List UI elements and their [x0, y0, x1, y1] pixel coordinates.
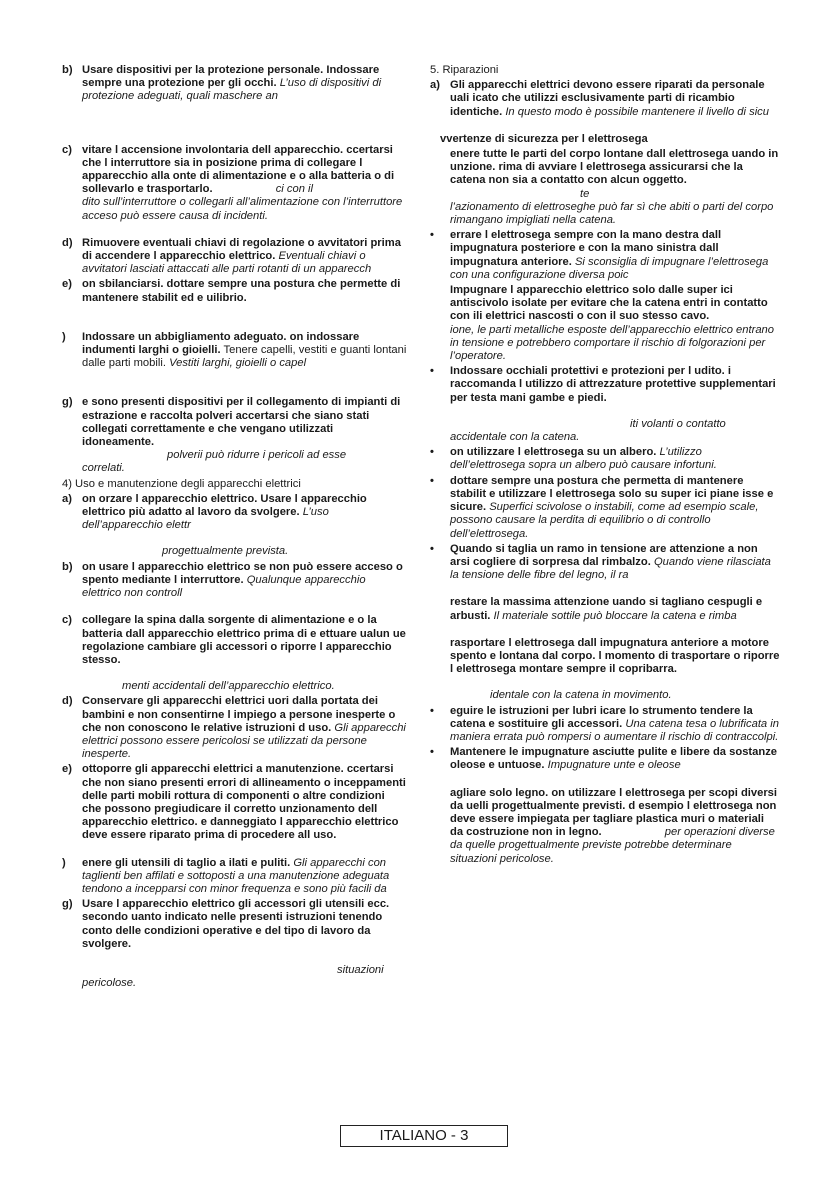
page-footer: ITALIANO - 3 — [340, 1125, 508, 1147]
item-text: agliare solo legno. on utilizzare l elettrosega per scopi diversi da uelli progettualmente previsti. d esempio l elettrosega non deve essere impiegata per tagliare plastica muri o materiali da costruzione non in legno. — [450, 786, 778, 839]
warning-ramo-tensione: • Quando si taglia un ramo in tensione are attenzione a non arsi cogliere di sorpresa dal rimbalzo. Quando viene rilasciata la tensione delle fibre del legno, il ra — [430, 542, 771, 582]
warning-albero: • on utilizzare l elettrosega su un albero. L’utilizzo dell’elettrosega sopra un albero può causare infortuni. — [430, 446, 717, 472]
warning-impugnature-asciutte: • Mantenere le impugnature asciutte pulite e libere da sostanze oleose e untuose. Impugnature unte e oleose — [430, 746, 778, 772]
item-note: per operazioni diverse da quelle progettualmente previste potrebbe determinare situazioni pericolose. — [450, 826, 775, 865]
item-note: L’utilizzo dell’elettrosega sopra un albero può causare infortuni. — [450, 446, 717, 472]
item-text: on sbilanciarsi. dottare sempre una postura che permette di mantenere stabilit ed e uilibrio. — [82, 278, 401, 304]
item-note: Impugnature unte e oleose — [547, 759, 681, 772]
item-text: Impugnare l apparecchio elettrico solo dalle super ici antiscivolo isolate per evitare che la catena entri in contatto con ili elettrici nascosti o con il suo stesso cavo. — [450, 284, 768, 323]
item-note: correlati. — [82, 462, 125, 475]
item-b4-interruttore: b) on usare l apparecchio elettrico se non può essere acceso o spento mediante l interruttore. Qualunque apparecchio elettrico non controll — [62, 560, 403, 600]
item-note: Quando viene rilasciata la tensione delle fibre del legno, il ra — [450, 555, 771, 582]
item-note: In questo modo è possibile mantenere il livello di sicu — [505, 105, 769, 118]
section-5-heading: 5. Riparazioni — [430, 64, 499, 76]
item-text: on orzare l apparecchio elettrico. Usare l apparecchio elettrico più adatto al lavoro da svolgere. — [82, 492, 367, 519]
item-note: polverii può ridurre i pericoli ad esse — [167, 449, 347, 462]
item-text: e sono presenti dispositivi per il collegamento di impianti di estrazione e raccolta polveri accertarsi che siano stati collegati correttamente e che vengano utilizzati idoneamente. — [82, 396, 401, 449]
warning-superfici-isolate — [430, 284, 780, 363]
warning-trasporto — [430, 637, 780, 703]
item-d4-conservare: d) Conservare gli apparecchi elettrici uori dalla portata dei bambini e non consentirne l impiego a persone inesperte o che non conoscono le relative istruzioni d uso. Gli apparecchi elettrici possono essere pericolosi se utilizzati da persone inesperte. — [62, 695, 406, 761]
item-text: enere tutte le parti del corpo lontane dall elettrosega uando in unzione. rima di avviare l elettrosega assicurarsi che la catena non sia a contatto con alcun oggetto. — [450, 148, 779, 187]
item-text: Rimuovere eventuali chiavi di regolazione o avvitatori prima di accendere l apparecchio elettrico. — [82, 236, 401, 263]
warning-postura: • dottare sempre una postura che permetta di mantenere stabilit e utilizzare l elettrosega solo su super ici piane isse e sicure. Superfici scivolose o instabili, come ad esempio scale, possono causare la perdita di equilibrio o di controllo dell’elettrosega. — [430, 474, 774, 540]
warning-cespugli — [430, 596, 780, 622]
item-note: dito sull’interruttore o collegarli all’alimentazione con l’interruttore acceso può essere causa di incidenti. — [82, 196, 403, 222]
item-note: Vestiti larghi, gioielli o capel — [169, 357, 307, 370]
item-text: Mantenere le impugnature asciutte pulite e libere da sostanze oleose e untuose. — [450, 746, 778, 772]
item-note: Gli apparecchi con taglienti ben affilati e sottoposti a una manutenzione adeguata tendono a incepparsi con minor frequenza e sono più facili da — [82, 856, 390, 895]
item-text: Indossare un abbigliamento adeguato. on indossare indumenti larghi o gioielli. — [82, 330, 360, 357]
item-text: errare l elettrosega sempre con la mano destra dall impugnatura posteriore e con la mano sinistra dall impugnatura anteriore. — [450, 229, 722, 268]
item-note: Gli apparecchi elettrici possono essere pericolosi se utilizzati da persone inesperte. — [82, 721, 406, 761]
item-note: ione, le parti metalliche esposte dell’apparecchio elettrico entrano in tensione e potrebbero comportare il rischio di folgorazioni per l’operatore. — [450, 323, 775, 363]
item-d-chiavi: d) Rimuovere eventuali chiavi di regolazione o avvitatori prima di accendere l apparecchio elettrico. Eventuali chiavi o avvitatori lasciati attaccati alle parti rotanti di un apparecch — [62, 236, 401, 276]
item-c4-scollegare: c) collegare la spina dalla sorgente di alimentazione e o la batteria dall apparecchio elettrico prima di e ettuare ualun ue regolazione cambiare gli accessori o riporre l apparecchio stesso. menti accidentali dell’apparecchio elettrico. — [62, 614, 406, 693]
item-text: Usare dispositivi per la protezione personale. Indossare sempre una protezione per gli occhi. — [82, 64, 380, 90]
item-text: dottare sempre una postura che permetta di mantenere stabilit e utilizzare l elettrosega solo su super ici piane isse e sicure. — [450, 474, 774, 514]
item-note: pericolose. — [82, 977, 137, 990]
item-note: menti accidentali dell’apparecchio elettrico. — [122, 680, 335, 693]
item-note: progettualmente prevista. — [162, 545, 289, 558]
warning-occhiali: • Indossare occhiali protettivi e protezioni per l udito. i raccomanda l utilizzo di attrezzature protettive supplementari per testa mani gambe e piedi. iti volanti o contatto accidentale con la catena. — [430, 365, 780, 444]
item-text: Quando si taglia un ramo in tensione are attenzione a non arsi cogliere di sorpresa dal rimbalzo. — [450, 542, 758, 568]
warning-solo-legno — [430, 787, 780, 866]
item-note: Una catena tesa o lubrificata in maniera errata può rompersi o aumentare il rischio di contraccolpi. — [450, 717, 779, 743]
item-text: Conservare gli apparecchi elettrici uori dalla portata dei bambini e non consentirne l impiego a persone inesperte o che non conoscono le relative istruzioni d uso. — [82, 695, 396, 734]
item-e-sbilanciarsi: e) on sbilanciarsi. dottare sempre una postura che permette di mantenere stabilit ed e uilibrio. — [62, 278, 401, 304]
item-note: L’uso dell’apparecchio elettr — [82, 506, 329, 532]
item-text: Usare l apparecchio elettrico gli accessori gli utensili ecc. secondo uanto indicato nelle presenti istruzioni tenendo conto delle condizioni operative e del tipo di lavoro da svolgere. — [82, 898, 390, 950]
item-note: Eventuali chiavi o avvitatori lasciati attaccati alle parti rotanti di un apparecch — [82, 250, 372, 276]
item-note: Qualunque apparecchio elettrico non controll — [82, 573, 366, 600]
item-text: Gli apparecchi elettrici devono essere riparati da personale uali icato che utilizzi esclusivamente parti di ricambio identiche. — [450, 79, 765, 118]
item-f4-utensili: ) enere gli utensili di taglio a ilati e puliti. Gli apparecchi con taglienti ben affilati e sottoposti a una manutenzione adeguata tendono a incepparsi con minor frequenza e sono più facili da — [62, 856, 390, 895]
item-text: enere gli utensili di taglio a ilati e puliti. — [82, 856, 291, 869]
item-note: accidentale con la catena. — [450, 431, 580, 444]
item-text: collegare la spina dalla sorgente di alimentazione e o la batteria dall apparecchio elettrico prima di e ettuare ualun ue regolazione cambiare gli accessori o riporre l apparecchio stesso. — [82, 614, 406, 666]
item-note: te — [580, 187, 590, 200]
item-note: ci con il — [275, 183, 313, 196]
item-b-protezione: b) Usare dispositivi per la protezione personale. Indossare sempre una protezione per gli occhi. L’uso di dispositivi di protezione adeguati, quali maschere an — [62, 64, 382, 103]
item-note: Si sconsiglia di impugnare l’elettrosega con una configurazione diversa poic — [450, 255, 769, 281]
item-text: on utilizzare l elettrosega su un albero. — [450, 446, 657, 459]
item-note: idental​e con la catena in movimento. — [490, 689, 672, 702]
item-note: iti volanti o contatto — [630, 417, 726, 430]
item-f-abbigliamento: ) Indossare un abbigliamento adeguato. on indossare indumenti larghi o gioielli. Tenere capelli, vestiti e guanti lontani dalle parti mobili. Vestiti larghi, gioielli o capel — [62, 330, 407, 370]
item-text: ottoporre gli apparecchi elettrici a manutenzione. ccertarsi che non siano presenti errori di allineamento o inceppamenti delle parti mobili rottura di componenti o altre condizioni che possono pregiudicare il corretto unzionamento dell apparecchio elettrico. e danneggiato l apparecchio elettrico deve essere riparato prima di procedere all uso. — [82, 763, 406, 842]
item-text: on usare l apparecchio elettrico se non può essere acceso o spento mediante l interruttore. — [82, 560, 403, 586]
item-text: rasportare l elettrosega dall impugnatura anteriore a motore spento e lontana dal corpo. l momento di trasportare o riporre l elettrosega montare sempre il copribarra. — [450, 636, 780, 676]
right-column — [430, 64, 780, 880]
item-a5-riparazioni: a) Gli apparecchi elettrici devono essere riparati da personale uali icato che utilizzi esclusivamente parti di ricambio identiche. In questo modo è possibile mantenere il livello di sicu — [430, 79, 769, 118]
item-note: situazioni — [337, 963, 384, 976]
item-a4-forzare: a) on orzare l apparecchio elettrico. Usare l apparecchio elettrico più adatto al lavoro da svolgere. L’uso dell’apparecchio elettr progettualmente prevista. — [62, 493, 407, 559]
item-g-polveri: g) e sono presenti dispositivi per il collegamento di impianti di estrazione e raccolta polveri accertarsi che siano stati collegati correttamente e che vengano utilizzati idoneamente. polverii può ridurre i pericoli ad esse correlati. — [62, 396, 407, 475]
item-note: Superfici scivolose o instabili, come ad esempio scale, possono causare la perdita di equilibrio o di controllo dell’elettrosega. — [450, 501, 759, 540]
item-text: restare la massima attenzione uando si tagliano cespugli e arbusti. — [450, 596, 763, 622]
item-note: L’uso di dispositivi di protezione adeguati, quali maschere an — [82, 77, 382, 103]
item-e4-manutenzione: e) ottoporre gli apparecchi elettrici a manutenzione. ccertarsi che non siano presenti errori di allineamento o inceppamenti delle parti mobili rottura di componenti o altre condizioni che possono pregiudicare il corretto unzionamento dell apparecchio elettrico. e danneggiato l apparecchio elettrico deve essere riparato prima di procedere all uso. — [62, 763, 406, 842]
item-text: eguire le istruzioni per lubri icare lo strumento tendere la catena e sostituire gli accessori. — [450, 704, 753, 730]
warning-impugnatura: • errare l elettrosega sempre con la mano destra dall impugnatura posteriore e con la mano sinistra dall impugnatura anteriore. Si sconsiglia di impugnare l’elettrosega con una configurazione diversa poic — [430, 229, 769, 281]
warning-lubrificare: • eguire le istruzioni per lubri icare lo strumento tendere la catena e sostituire gli accessori. Una catena tesa o lubrificata in maniera errata può rompersi o aumentare il rischio di contraccolpi. — [430, 704, 779, 743]
warnings-title: vvertenze di sicurezza per l elettrosega — [440, 132, 648, 145]
item-normal: Tenere capelli, vestiti e guanti lontani dalle parti mobili. — [82, 344, 407, 370]
item-text: vitare l accensione involontaria dell apparecchio. ccertarsi che l interruttore sia in posizione prima di collegare l apparecchio alla onte di alimentazione e o alla batteria o di sollevarlo e trasportarlo. — [82, 143, 395, 196]
item-note: l’azionamento di elettroseghe può far sì che abiti o parti del corpo rimangano impigliati nella catena. — [450, 200, 774, 227]
section-4-heading: 4) Uso e manutenzione degli apparecchi elettrici — [62, 477, 301, 490]
item-text: Indossare occhiali protettivi e protezioni per l udito. i raccomanda l utilizzo di attrezzature protettive supplementari per testa mani gambe e piedi. — [450, 365, 776, 404]
item-g4-accessori: g) Usare l apparecchio elettrico gli accessori gli utensili ecc. secondo uanto indicato nelle presenti istruzioni tenendo conto delle condizioni operative e del tipo di lavoro da svolgere. situazioni pericolose. — [62, 898, 407, 990]
item-c-accensione: c) vitare l accensione involontaria dell apparecchio. ccertarsi che l interruttore sia in posizione prima di collegare l apparecchio alla onte di alimentazione e o alla batteria o di sollevarlo e trasportarlo. ci con il dito sull’interruttore o collegarli all’alimentazione con l’interruttore acceso può essere causa di incidenti. — [62, 144, 407, 223]
item-note: Il materiale sottile può bloccare la catena e rimba — [493, 609, 737, 622]
warning-parti-corpo — [430, 148, 780, 227]
left-column — [62, 64, 407, 1004]
